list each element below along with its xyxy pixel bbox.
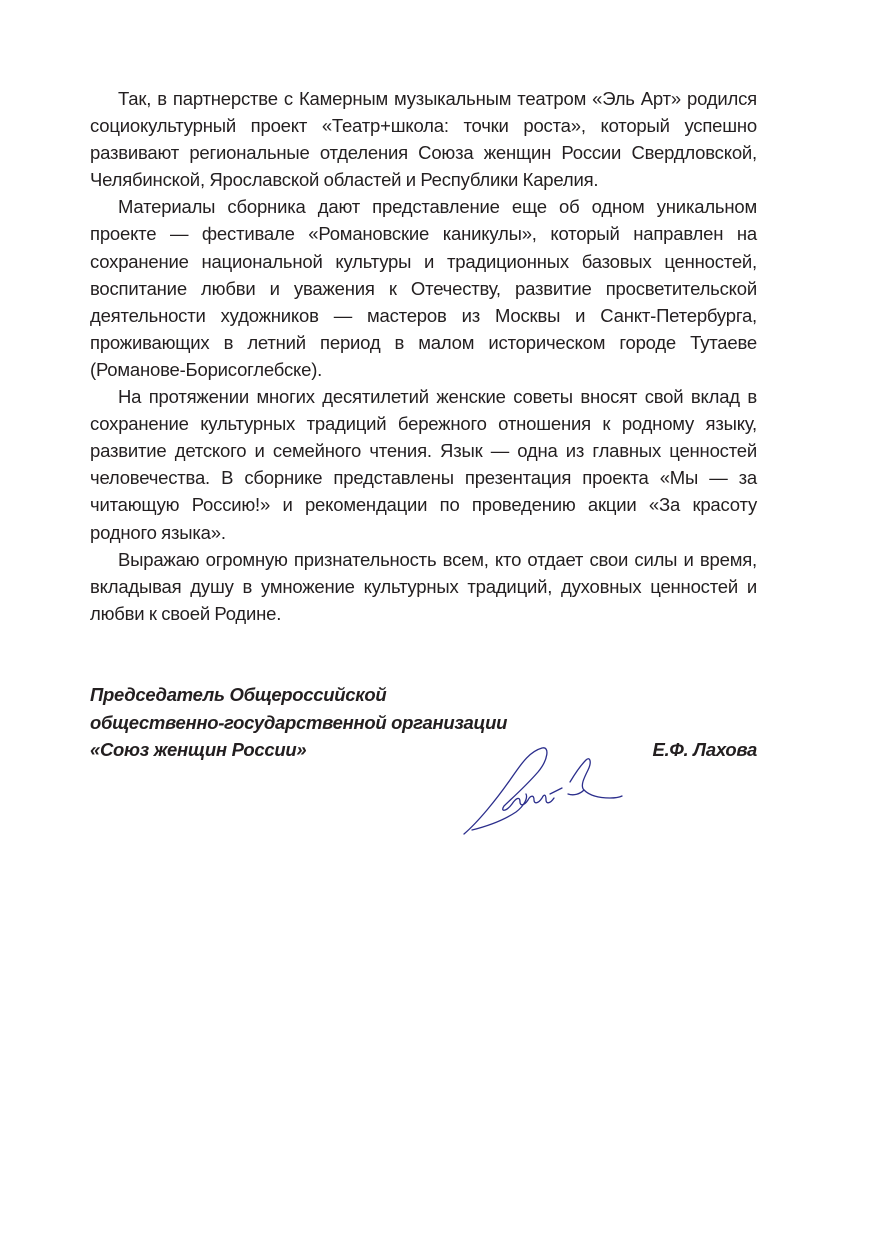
signatory-block <box>90 681 757 764</box>
signatory-title-line-1: Председатель Общероссийской <box>90 684 387 705</box>
signature-stroke-loop <box>472 794 527 830</box>
letter-body <box>90 85 757 627</box>
signatory-title-line-3: «Союз женщин России» <box>90 739 307 760</box>
signature-strokes <box>464 748 622 834</box>
paragraph-1: Так, в партнерстве с Камерным музыкальным театром «Эль Арт» родился социокультурный проект «Театр+школа: точки роста», который успешно развивают региональные отделения Союза женщин России Свердловской, Челябинской, Ярославской областей и Республики Карелия. <box>90 88 757 191</box>
signature-stroke-main <box>464 748 554 834</box>
signature-stroke-right <box>570 759 622 798</box>
signatory-title-line-2: общественно-государственной организации <box>90 711 508 733</box>
signature-stroke-tail <box>568 790 584 795</box>
signatory-name: Е.Ф. Лахова <box>652 739 757 760</box>
paragraph-4: Выражаю огромную признательность всем, кто отдает свои силы и время, вкладывая душу в умножение культурных традиций, духовных ценностей и любви к своей Родине. <box>90 548 757 624</box>
signature-stroke-cross <box>550 788 562 794</box>
paragraph-2: Материалы сборника дают представление еще об одном уникальном проекте — фестивале «Романовские каникулы», который направлен на сохранение национальной культуры и традиционных базовых ценностей, воспитание любви и уважения к Отечеству, развитие просветительской деятельности художников — мастеров из Москвы и Санкт-Петербурга, проживающих в летний период в малом историческом городе Тутаеве (Романове-Борисоглебске). <box>90 196 757 380</box>
handwritten-signature <box>458 742 628 842</box>
paragraph-3: На протяжении многих десятилетий женские советы вносят свой вклад в сохранение культурных традиций бережного отношения к родному языку, развитие детского и семейного чтения. Язык — одна из главных ценностей человечества. В сборнике представлены презентация проекта «Мы — за читающую Россию!» и рекомендации по проведению акции «За красоту родного языка». <box>90 386 757 543</box>
